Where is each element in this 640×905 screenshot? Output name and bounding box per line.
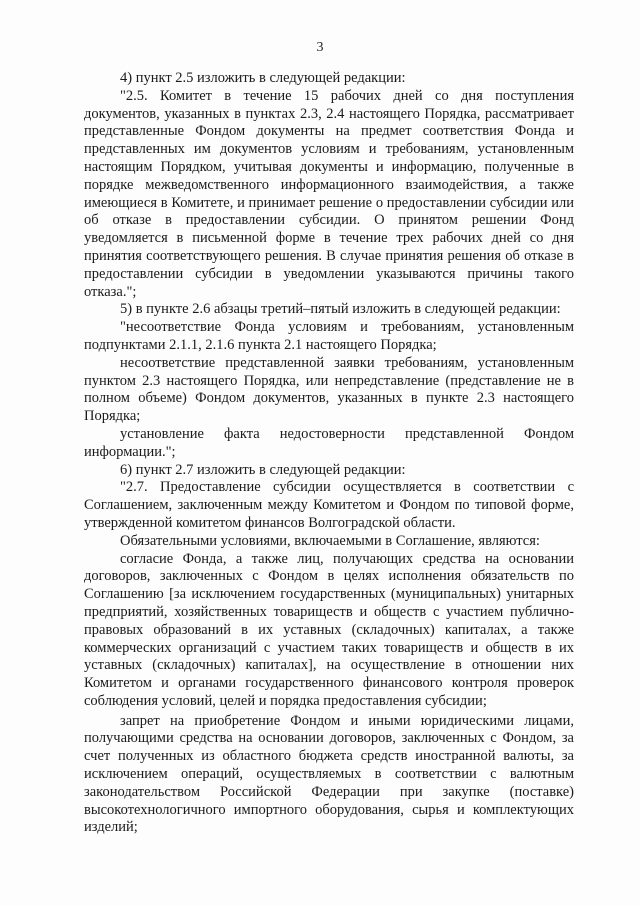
paragraph-mandatory-conditions: Обязательными условиями, включаемыми в Соглашение, являются: bbox=[120, 532, 540, 549]
paragraph-clause-2-7: "2.7. Предоставление субсидии осуществляется в соответствии с Соглашением, заключенным между Комитетом и Фондом по типовой форме, утвержденной комитетом финансов Волгоградской области. bbox=[84, 479, 574, 531]
paragraph-unreliable-info: установление факта недостоверности представленной Фондом информации."; bbox=[84, 425, 574, 460]
document-body bbox=[84, 70, 574, 837]
paragraph-item-5: 5) в пункте 2.6 абзацы третий–пятый изложить в следующей редакции: bbox=[120, 301, 561, 318]
paragraph-clause-2-5: "2.5. Комитет в течение 15 рабочих дней со дня поступления документов, указанных в пунктах 2.3, 2.4 настоящего Порядка, рассматривает представленные Фондом документы на предмет соответствия Фонда и представленных им документов условиям и требованиям, установленным настоящим Порядком, учитывая документы и информацию, полученные в порядке межведомственного информационного взаимодействия, а также имеющиеся в Комитете, и принимает решение о предоставлении субсидии или об отказе в предоставлении субсидии. О принятом решении Фонд уведомляется в письменной форме в течение трех рабочих дней со дня принятия соответствующего решения. В случае принятия решения об отказе в предоставлении субсидии в уведомлении указываются причины такого отказа."; bbox=[84, 87, 574, 300]
page-number: 3 bbox=[316, 40, 324, 55]
paragraph-nonconformity-application: несоответствие представленной заявки требованиям, установленным пунктом 2.3 настоящего Порядка, или непредставление (представление не в полном объеме) Фондом документов, указанных в пункте 2.3 настоящего Порядка; bbox=[84, 354, 574, 425]
paragraph-currency-ban: запрет на приобретение Фондом и иными юридическими лицами, получающими средства на основании договоров, заключенных с Фондом, за счет полученных из областного бюджета средств иностранной валюты, за исключением операций, осуществляемых в соответствии с валютным законодательством Российской Федерации при закупке (поставке) высокотехнологичного импортного оборудования, сырья и комплектующих изделий; bbox=[84, 712, 574, 836]
paragraph-nonconformity-fund: "несоответствие Фонда условиям и требованиям, установленным подпунктами 2.1.1, 2.1.6 пункта 2.1 настоящего Порядка; bbox=[84, 319, 574, 353]
paragraph-consent: согласие Фонда, а также лиц, получающих средства на основании договоров, заключенных с Фондом в целях исполнения обязательств по Соглашению [за исключением государственных (муниципальных) унитарных предприятий, хозяйственных товариществ и обществ с участием публично-правовых образований в их уставных (складочных) капиталах, а также коммерческих организаций с участием таких товариществ и обществ в их уставных (складочных) капиталах], на осуществление в отношении них Комитетом и органами государственного финансового контроля проверок соблюдения условий, целей и порядка предоставления субсидии; bbox=[84, 550, 574, 709]
paragraph-item-4: 4) пункт 2.5 изложить в следующей редакции: bbox=[120, 70, 406, 86]
paragraph-item-6: 6) пункт 2.7 изложить в следующей редакции: bbox=[120, 461, 406, 478]
